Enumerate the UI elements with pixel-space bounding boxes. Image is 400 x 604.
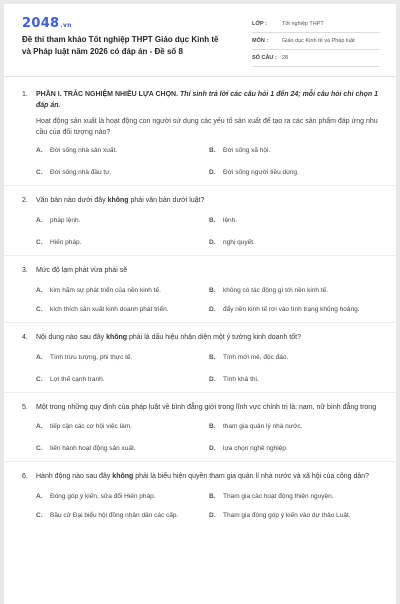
- option-c[interactable]: [36, 238, 209, 247]
- option-text: Tham gia các hoạt động thiện nguyện.: [223, 492, 334, 500]
- question-text: [36, 333, 382, 344]
- question-number: 4.: [22, 334, 28, 341]
- option-d[interactable]: [209, 444, 382, 453]
- option-text: không có tác động gì tới nền kinh tế.: [223, 287, 329, 294]
- option-letter: B.: [209, 287, 216, 294]
- meta-row-class: [252, 16, 380, 33]
- exam-page: [4, 4, 396, 604]
- option-letter: B.: [209, 353, 216, 361]
- option-text: lựa chọn nghề nghiệp.: [223, 445, 288, 452]
- section-instruction: Thí sinh trả lời các câu hỏi 1 đến 24; mỗi câu hỏi chỉ chọn 1 đáp án.: [36, 91, 379, 109]
- options-grid: [36, 146, 382, 177]
- option-letter: B.: [209, 147, 216, 154]
- options-grid: [36, 353, 382, 384]
- option-b[interactable]: [209, 422, 382, 431]
- option-c[interactable]: [36, 375, 209, 384]
- option-text: lệnh.: [223, 216, 238, 224]
- option-d[interactable]: [209, 511, 382, 520]
- question-text-part: phải là biểu hiện quyền tham gia quản lí nhà nước và xã hội của công dân?: [135, 473, 370, 480]
- option-letter: A.: [36, 216, 43, 224]
- option-text: Tính mới mẻ, độc đáo.: [223, 353, 289, 361]
- question-divider: [4, 255, 396, 256]
- option-letter: D.: [209, 375, 216, 383]
- option-text: Lợi thế cạnh tranh.: [50, 375, 105, 383]
- option-c[interactable]: [36, 305, 209, 314]
- option-text: kìm hãm sự phát triển của nền kinh tế.: [50, 287, 161, 294]
- option-a[interactable]: [36, 146, 209, 155]
- question-header: [22, 472, 382, 483]
- meta-row-count: [252, 50, 380, 67]
- option-letter: C.: [36, 511, 43, 519]
- option-letter: C.: [36, 238, 43, 246]
- options-grid: [36, 216, 382, 247]
- option-c[interactable]: [36, 511, 209, 520]
- question-body: Hoạt động sản xuất là hoạt động con người sử dụng các yếu tố sản xuất để tạo ra các sản phẩm đáp ứng nhu cầu của đối tượng nào?: [36, 118, 378, 136]
- option-b[interactable]: [209, 492, 382, 501]
- question-emphasis: không: [107, 197, 129, 204]
- option-text: Bầu cử Đại biểu hội đồng nhân dân các cấp.: [50, 511, 179, 519]
- option-b[interactable]: [209, 286, 382, 295]
- question-1: [4, 90, 396, 177]
- logo-suffix: .vn: [60, 22, 72, 29]
- option-letter: D.: [209, 169, 216, 176]
- question-text: [36, 472, 382, 483]
- question-text: Một trong những quy định của pháp luật về bình đẳng giới trong lĩnh vực chính trị là: nam, nữ bình đẳng trong: [36, 403, 377, 411]
- question-2: [4, 196, 396, 247]
- exam-header: [4, 4, 396, 76]
- meta-label: SỐ CÂU :: [252, 55, 277, 61]
- option-letter: D.: [209, 445, 216, 452]
- question-divider: [4, 461, 396, 462]
- meta-value: Giáo dục Kinh tế và Pháp luật: [282, 38, 355, 44]
- question-3: [4, 266, 396, 315]
- option-text: Đời sống xã hội.: [223, 147, 271, 154]
- option-d[interactable]: [209, 168, 382, 177]
- question-divider: [4, 392, 396, 393]
- option-text: kích thích sản xuất kinh doanh phát triển.: [50, 306, 169, 313]
- option-d[interactable]: [209, 238, 382, 247]
- question-emphasis: không: [106, 334, 128, 341]
- option-letter: A.: [36, 287, 43, 294]
- exam-meta: [252, 16, 380, 67]
- question-number: 1.: [22, 91, 28, 98]
- options-grid: [36, 422, 382, 453]
- question-number: 3.: [22, 266, 28, 274]
- question-header: [22, 403, 382, 414]
- exam-title: Đề thi tham khảo Tốt nghiệp THPT Giáo dục Kinh tế và Pháp luật năm 2026 có đáp án - Đề số 8: [22, 35, 219, 56]
- question-text-part: phải văn bản dưới luật?: [130, 197, 205, 204]
- option-letter: A.: [36, 423, 43, 430]
- question-text-part: phải là dấu hiệu nhận diện một ý tưởng kinh doanh tốt?: [129, 334, 301, 341]
- option-text: tiếp cận các cơ hội việc làm.: [50, 423, 132, 430]
- meta-label: LỚP :: [252, 21, 267, 27]
- option-c[interactable]: [36, 444, 209, 453]
- meta-value: 28: [282, 55, 289, 61]
- question-number: 5.: [22, 403, 28, 411]
- option-text: tiến hành hoạt động sản xuất.: [50, 445, 136, 452]
- option-b[interactable]: [209, 353, 382, 362]
- option-b[interactable]: [209, 216, 382, 225]
- header-divider: [4, 76, 396, 77]
- option-text: Hiến pháp.: [50, 238, 82, 246]
- option-c[interactable]: [36, 168, 209, 177]
- option-a[interactable]: [36, 492, 209, 501]
- option-text: nghị quyết.: [223, 238, 255, 246]
- option-letter: C.: [36, 375, 43, 383]
- option-d[interactable]: [209, 305, 382, 314]
- options-grid: [36, 492, 382, 520]
- option-letter: A.: [36, 147, 43, 154]
- question-header: [22, 266, 382, 277]
- option-b[interactable]: [209, 146, 382, 155]
- question-header: [22, 90, 382, 111]
- option-text: Đời sống người tiêu dùng.: [223, 169, 299, 176]
- logo-text: 2048: [22, 16, 60, 31]
- option-text: Tham gia đóng góp ý kiến vào dự thảo Luật.: [223, 511, 351, 519]
- question-text: Mức độ lạm phát vừa phải sẽ: [36, 266, 128, 274]
- question-number: 6.: [22, 473, 28, 480]
- option-letter: C.: [36, 445, 43, 452]
- meta-label: MÔN :: [252, 38, 269, 44]
- option-text: tham gia quản lý nhà nước.: [223, 423, 303, 430]
- question-text: [36, 196, 382, 207]
- option-text: pháp lệnh.: [50, 216, 81, 224]
- question-divider: [4, 322, 396, 323]
- question-6: [4, 472, 396, 520]
- option-text: Tính trừu tượng, phi thực tế.: [50, 353, 133, 361]
- option-text: Đời sống nhà sản xuất.: [50, 147, 118, 154]
- option-letter: A.: [36, 492, 43, 500]
- option-d[interactable]: [209, 375, 382, 384]
- option-letter: B.: [209, 492, 216, 500]
- option-letter: B.: [209, 216, 216, 224]
- option-a[interactable]: [36, 216, 209, 225]
- option-letter: D.: [209, 511, 216, 519]
- question-divider: [4, 185, 396, 186]
- options-grid: [36, 286, 382, 314]
- question-text-part: Nội dung nào sau đây: [36, 334, 105, 341]
- question-5: [4, 403, 396, 454]
- question-4: [4, 333, 396, 384]
- option-letter: D.: [209, 306, 216, 313]
- option-a[interactable]: [36, 422, 209, 431]
- question-text-part: Hành động nào sau đây: [36, 473, 111, 480]
- option-letter: C.: [36, 169, 43, 176]
- option-text: Tính khả thi.: [223, 375, 259, 383]
- option-a[interactable]: [36, 353, 209, 362]
- site-logo[interactable]: [22, 16, 72, 31]
- meta-row-subject: [252, 33, 380, 50]
- question-list: [4, 90, 396, 520]
- option-letter: A.: [36, 353, 43, 361]
- option-text: Đóng góp ý kiến, sửa đổi Hiến pháp.: [50, 492, 156, 500]
- option-text: Đời sống nhà đầu tư.: [50, 169, 112, 176]
- question-header: [22, 333, 382, 344]
- question-text-part: Văn bản nào dưới đây: [36, 197, 106, 204]
- option-a[interactable]: [36, 286, 209, 295]
- question-emphasis: không: [112, 473, 134, 480]
- question-text: [36, 90, 382, 111]
- option-text: đẩy nền kinh tế rơi vào tình trạng khủng hoảng.: [223, 306, 360, 313]
- option-letter: B.: [209, 423, 216, 430]
- option-letter: D.: [209, 238, 216, 246]
- section-heading: PHẦN I. TRẮC NGHIỆM NHIỀU LỰA CHỌN.: [36, 91, 179, 98]
- question-number: 2.: [22, 197, 28, 204]
- option-letter: C.: [36, 306, 43, 313]
- meta-value: Tốt nghiệp THPT: [282, 21, 324, 27]
- question-header: [22, 196, 382, 207]
